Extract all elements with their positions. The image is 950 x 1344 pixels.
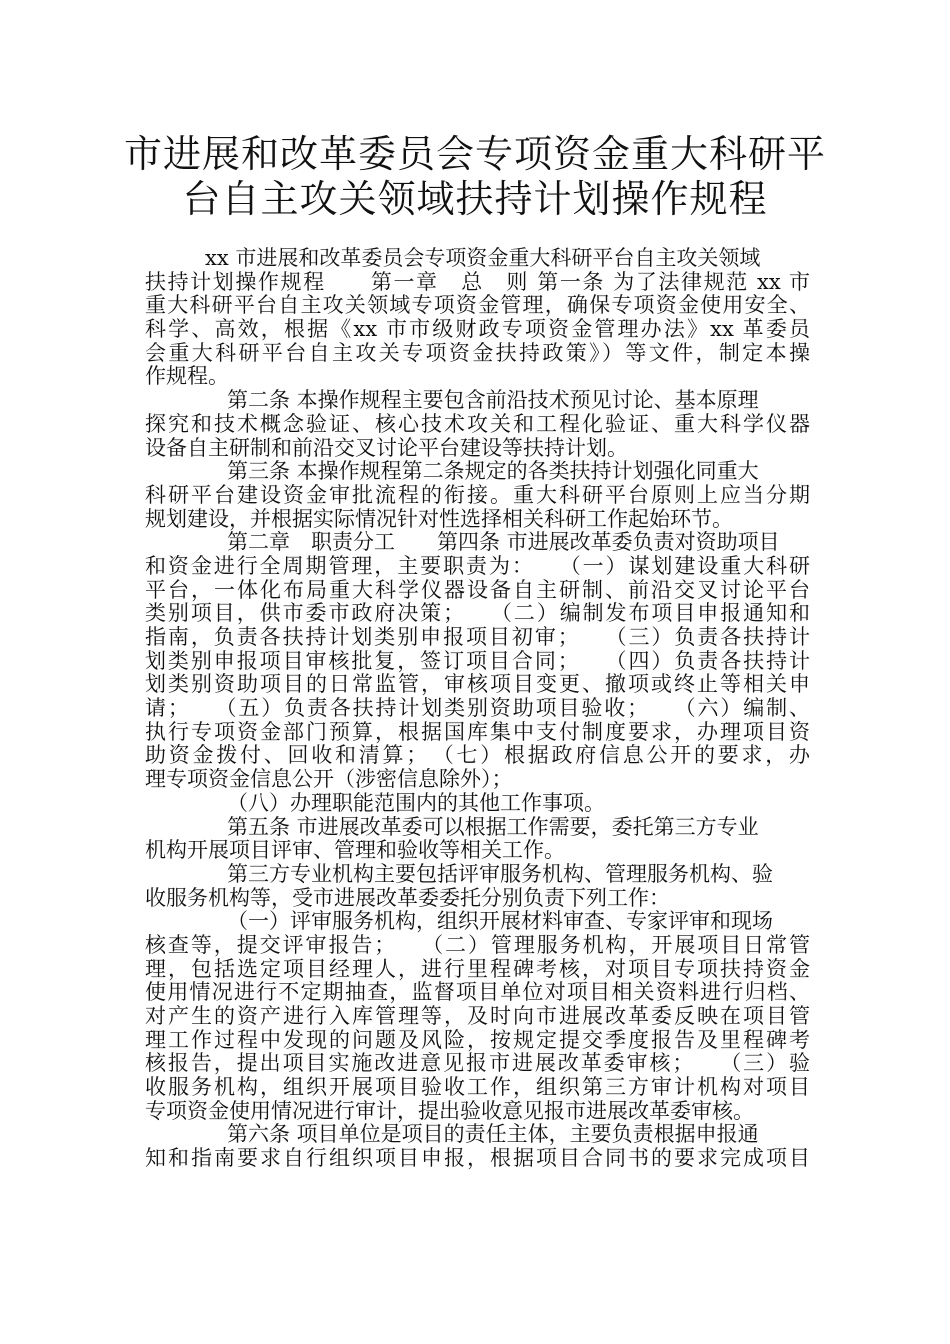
body-line: 核报告，提出项目实施改进意见报市进展改革委审核； （三）验 <box>145 1051 810 1076</box>
body-line: 划类别申报项目审核批复，签订项目合同； （四）负责各扶持计 <box>145 648 810 673</box>
body-line: 类别项目，供市委市政府决策； （二）编制发布项目申报通知和 <box>145 601 810 626</box>
body-line: 执行专项资金部门预算，根据国库集中支付制度要求，办理项目资 <box>145 719 810 744</box>
body-line: 核查等，提交评审报告； （二）管理服务机构，开展项目日常管 <box>145 932 810 957</box>
document-body <box>145 247 810 1171</box>
body-line: 理工作过程中发现的问题及风险，按规定提交季度报告及里程碑考 <box>145 1027 810 1052</box>
body-line: 专项资金使用情况进行审计，提出验收意见报市进展改革委审核。 <box>145 1098 754 1123</box>
body-line: 科学、高效，根据《xx 市市级财政专项资金管理办法》xx 革委员 <box>145 317 810 342</box>
body-line: 探究和技术概念验证、核心技术攻关和工程化验证、重大科学仪器 <box>145 411 810 436</box>
body-line: （八）办理职能范围内的其他工作事项。 <box>227 790 605 815</box>
body-line: 对产生的资产进行入库管理等，及时向市进展改革委反映在项目管 <box>145 1004 810 1028</box>
body-line: 第六条 项目单位是项目的责任主体，主要负责根据申报通 <box>227 1122 759 1147</box>
body-line: 第三条 本操作规程第二条规定的各类扶持计划强化同重大 <box>227 459 759 484</box>
body-line: 理专项资金信息公开（涉密信息除外）； <box>145 767 513 792</box>
body-line: 扶持计划操作规程 第一章 总 则 第一条 为了法律规范 xx 市 <box>145 269 810 294</box>
body-line: 重大科研平台自主攻关领域专项资金管理，确保专项资金使用安全、 <box>145 293 810 318</box>
body-line: 收服务机构等，受市进展改革委委托分别负责下列工作： <box>145 885 670 910</box>
body-line: 和资金进行全周期管理，主要职责为： （一）谋划建设重大科研 <box>145 553 810 578</box>
body-line: 设备自主研制和前沿交叉讨论平台建设等扶持计划。 <box>145 435 628 460</box>
document-title-line-2: 台自主攻关领域扶持计划操作规程 <box>182 177 768 221</box>
body-line: 规划建设，并根据实际情况针对性选择相关科研工作起始环节。 <box>145 506 733 531</box>
body-line: 机构开展项目评审、管理和验收等相关工作。 <box>145 838 565 863</box>
body-line: 作规程。 <box>145 364 229 389</box>
body-line: 会重大科研平台自主攻关专项资金扶持政策》）等文件，制定本操 <box>145 340 810 365</box>
body-line: 第二条 本操作规程主要包含前沿技术预见讨论、基本原理 <box>227 388 759 413</box>
body-line: 助资金拨付、回收和清算； （七）根据政府信息公开的要求，办 <box>145 743 810 768</box>
body-line: 第二章 职责分工 第四条 市进展改革委负责对资助项目 <box>227 530 780 555</box>
body-line: 第三方专业机构主要包括评审服务机构、管理服务机构、验 <box>227 861 773 886</box>
body-line: 指南，负责各扶持计划类别申报项目初审； （三）负责各扶持计 <box>145 625 810 649</box>
body-line: 理，包括选定项目经理人，进行里程碑考核，对项目专项扶持资金 <box>145 956 810 981</box>
body-line: 使用情况进行不定期抽查，监督项目单位对项目相关资料进行归档、 <box>145 980 810 1005</box>
body-line: 收服务机构，组织开展项目验收工作，组织第三方审计机构对项目 <box>145 1075 810 1100</box>
body-line: 科研平台建设资金审批流程的衔接。重大科研平台原则上应当分期 <box>145 482 810 507</box>
body-line: xx 市进展和改革委员会专项资金重大科研平台自主攻关领域 <box>205 246 761 270</box>
document-title-line-1: 市进展和改革委员会专项资金重大科研平 <box>123 132 826 176</box>
body-line: 平台，一体化布局重大科学仪器设备自主研制、前沿交叉讨论平台 <box>145 577 810 602</box>
body-line: （一）评审服务机构，组织开展材料审查、专家评审和现场 <box>227 909 773 934</box>
body-line: 请； （五）负责各扶持计划类别资助项目验收； （六）编制、 <box>145 696 810 721</box>
body-line: 第五条 市进展改革委可以根据工作需要，委托第三方专业 <box>227 814 759 839</box>
body-line: 划类别资助项目的日常监管，审核项目变更、撤项或终止等相关申 <box>145 672 810 697</box>
body-line: 知和指南要求自行组织项目申报，根据项目合同书的要求完成项目 <box>145 1146 810 1171</box>
